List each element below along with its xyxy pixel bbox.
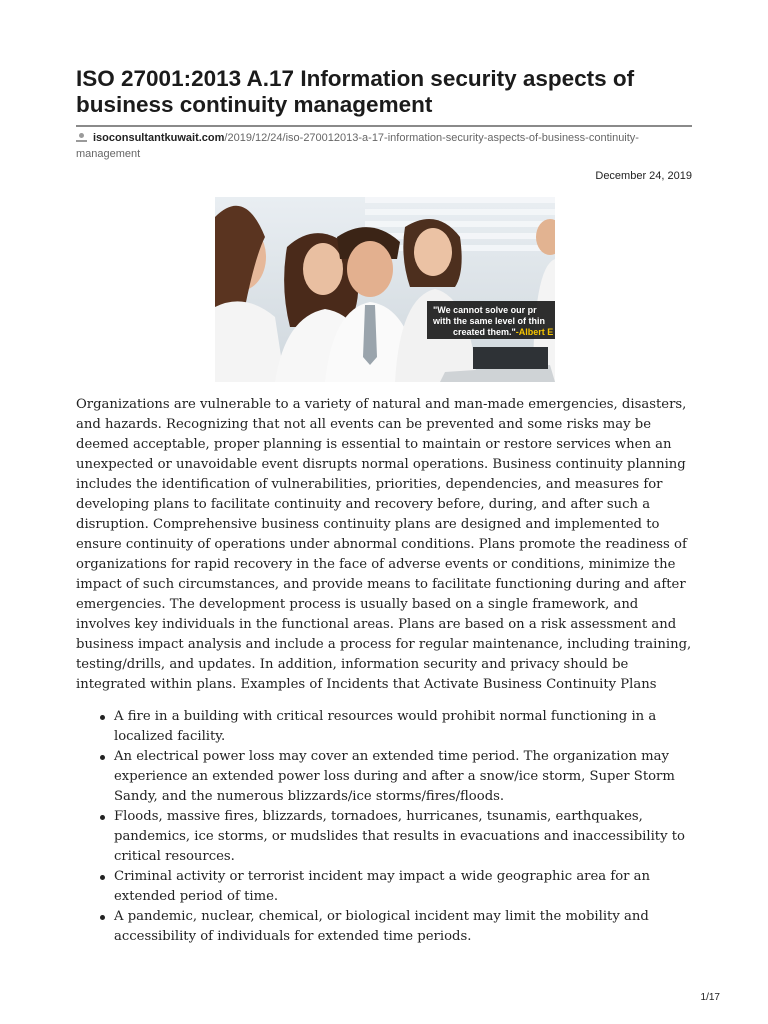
- quote-author: -Albert E: [515, 327, 554, 337]
- publish-date: December 24, 2019: [595, 170, 692, 182]
- page-title: ISO 27001:2013 A.17 Information security aspects of business continuity management: [76, 66, 635, 117]
- title-divider: [76, 125, 692, 127]
- list-item: A pandemic, nuclear, chemical, or biological incident may limit the mobility and accessibility of individuals for extended time periods.: [114, 907, 694, 947]
- article-body: [76, 395, 694, 947]
- list-item: A fire in a building with critical resources would prohibit normal functioning in a localized facility.: [114, 707, 694, 747]
- list-item: Floods, massive fires, blizzards, tornadoes, hurricanes, tsunamis, earthquakes, pandemics, ice storms, or mudslides that results in evacuations and inaccessibility to critical resources.: [114, 807, 694, 867]
- list-item: An electrical power loss may cover an extended time period. The organization may experience an extended power loss during and after a snow/ice storm, Super Storm Sandy, and the numerous blizzards/ice storms/fires/floods.: [114, 747, 694, 807]
- page-number: 1/17: [700, 992, 720, 1003]
- quote-line-1: "We cannot solve our pr: [433, 305, 537, 315]
- link-icon: [76, 133, 87, 142]
- svg-text:created them."-Albert E: [453, 327, 553, 337]
- article-image: [215, 197, 555, 382]
- source-url[interactable]: [76, 130, 692, 162]
- source-path[interactable]: /2019/12/24/iso-270012013-a-17-information-security-aspects-of-business-continuity-management: [76, 132, 639, 160]
- incident-list: [76, 707, 694, 947]
- photo-icon: [215, 197, 555, 382]
- source-domain[interactable]: isoconsultantkuwait.com: [93, 132, 225, 144]
- quote-line-2: with the same level of thin: [433, 316, 546, 326]
- quote-line-3: created them.": [453, 327, 516, 337]
- list-item: Criminal activity or terrorist incident may impact a wide geographic area for an extended period of time.: [114, 867, 694, 907]
- intro-paragraph: Organizations are vulnerable to a variety of natural and man-made emergencies, disasters, and hazards. Recognizing that not all events can be prevented and some risks may be deemed acceptable, proper planning is essential to maintain or restore services when an unexpected or unavoidable event disrupts normal operations. Business continuity planning includes the identification of vulnerabilities, priorities, dependencies, and measures for developing plans to facilitate continuity and recovery before, during, and after such a disruption. Comprehensive business continuity plans are designed and implemented to ensure continuity of operations under abnormal conditions. Plans promote the readiness of organizations for rapid recovery in the face of adverse events or conditions, minimize the impact of such circumstances, and provide means to facilitate functioning during and after emergencies. The development process is usually based on a single framework, and involves key individuals in the functional areas. Plans are based on a risk assessment and business impact analysis and include a process for regular maintenance, including training, testing/drills, and updates. In addition, information security and privacy should be integrated within plans. Examples of Incidents that Activate Business Continuity Plans: [76, 397, 692, 692]
